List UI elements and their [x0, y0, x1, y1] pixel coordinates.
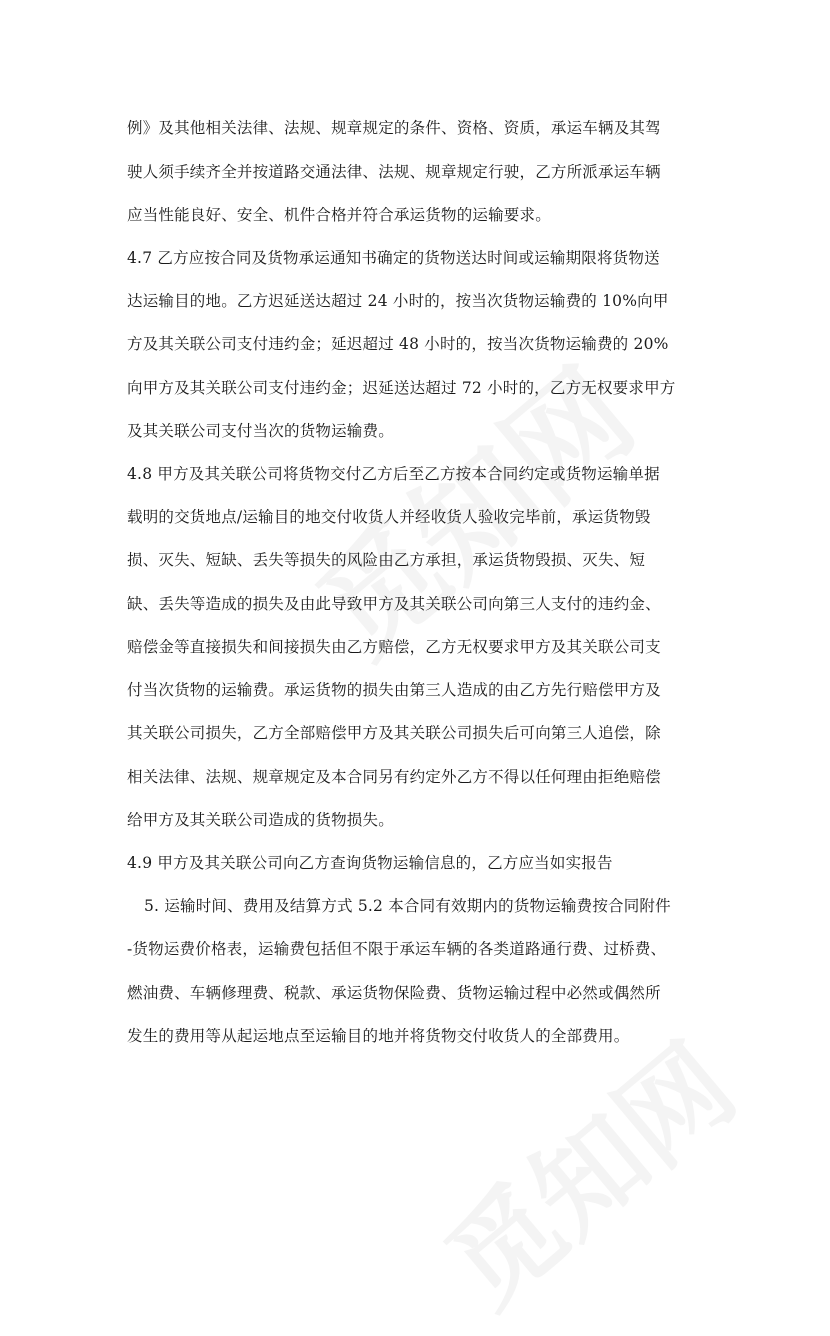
text-line: 应当性能良好、安全、机件合格并符合承运货物的运输要求。: [127, 206, 551, 224]
text-line: 发生的费用等从起运地点至运输目的地并将货物交付收货人的全部费用。: [127, 1027, 630, 1045]
text-line: 载明的交货地点/运输目的地交付收货人并经收货人验收完毕前，承运货物毁: [127, 508, 651, 526]
text-line: 损、灭失、短缺、丢失等损失的风险由乙方承担，承运货物毁损、灭失、短: [127, 551, 646, 569]
text-line: 驶人须手续齐全并按道路交通法律、法规、规章规定行驶，乙方所派承运车辆: [127, 163, 661, 181]
text-line: 达运输目的地。乙方迟延送达超过 24 小时的，按当次货物运输费的 10%向甲: [127, 292, 669, 310]
watermark-bottom: [408, 1002, 762, 1335]
text-line: 赔偿金等直接损失和间接损失由乙方赔偿，乙方无权要求甲方及其关联公司支: [127, 638, 661, 656]
text-line: 给甲方及其关联公司造成的货物损失。: [127, 811, 394, 829]
text-line: 4.8 甲方及其关联公司将货物交付乙方后至乙方按本合同约定或货物运输单据: [127, 465, 660, 483]
text-line: 缺、丢失等造成的损失及由此导致甲方及其关联公司向第三人支付的违约金、: [127, 595, 661, 613]
text-line: 向甲方及其关联公司支付违约金；迟延送达超过 72 小时的，乙方无权要求甲方: [127, 379, 676, 397]
text-line: 5. 运输时间、费用及结算方式 5.2 本合同有效期内的货物运输费按合同附件: [144, 897, 671, 915]
text-line: 及其关联公司支付当次的货物运输费。: [127, 422, 394, 440]
text-line: 相关法律、法规、规章规定及本合同另有约定外乙方不得以任何理由拒绝赔偿: [127, 768, 661, 786]
text-line: 燃油费、车辆修理费、税款、承运货物保险费、货物运输过程中必然或偶然所: [127, 984, 661, 1002]
text-line: 例》及其他相关法律、法规、规章规定的条件、资格、资质，承运车辆及其驾: [127, 119, 661, 137]
text-line: 付当次货物的运输费。承运货物的损失由第三人造成的由乙方先行赔偿甲方及: [127, 681, 661, 699]
text-line: 其关联公司损失，乙方全部赔偿甲方及其关联公司损失后可向第三人追偿，除: [127, 724, 661, 742]
text-line: -货物运费价格表，运输费包括但不限于承运车辆的各类道路通行费、过桥费、: [127, 940, 667, 958]
text-line: 方及其关联公司支付违约金；延迟超过 48 小时的，按当次货物运输费的 20%: [127, 335, 669, 353]
text-line: 4.9 甲方及其关联公司向乙方查询货物运输信息的，乙方应当如实报告: [127, 854, 613, 872]
text-line: 4.7 乙方应按合同及货物承运通知书确定的货物送达时间或运输期限将货物送: [127, 249, 660, 267]
